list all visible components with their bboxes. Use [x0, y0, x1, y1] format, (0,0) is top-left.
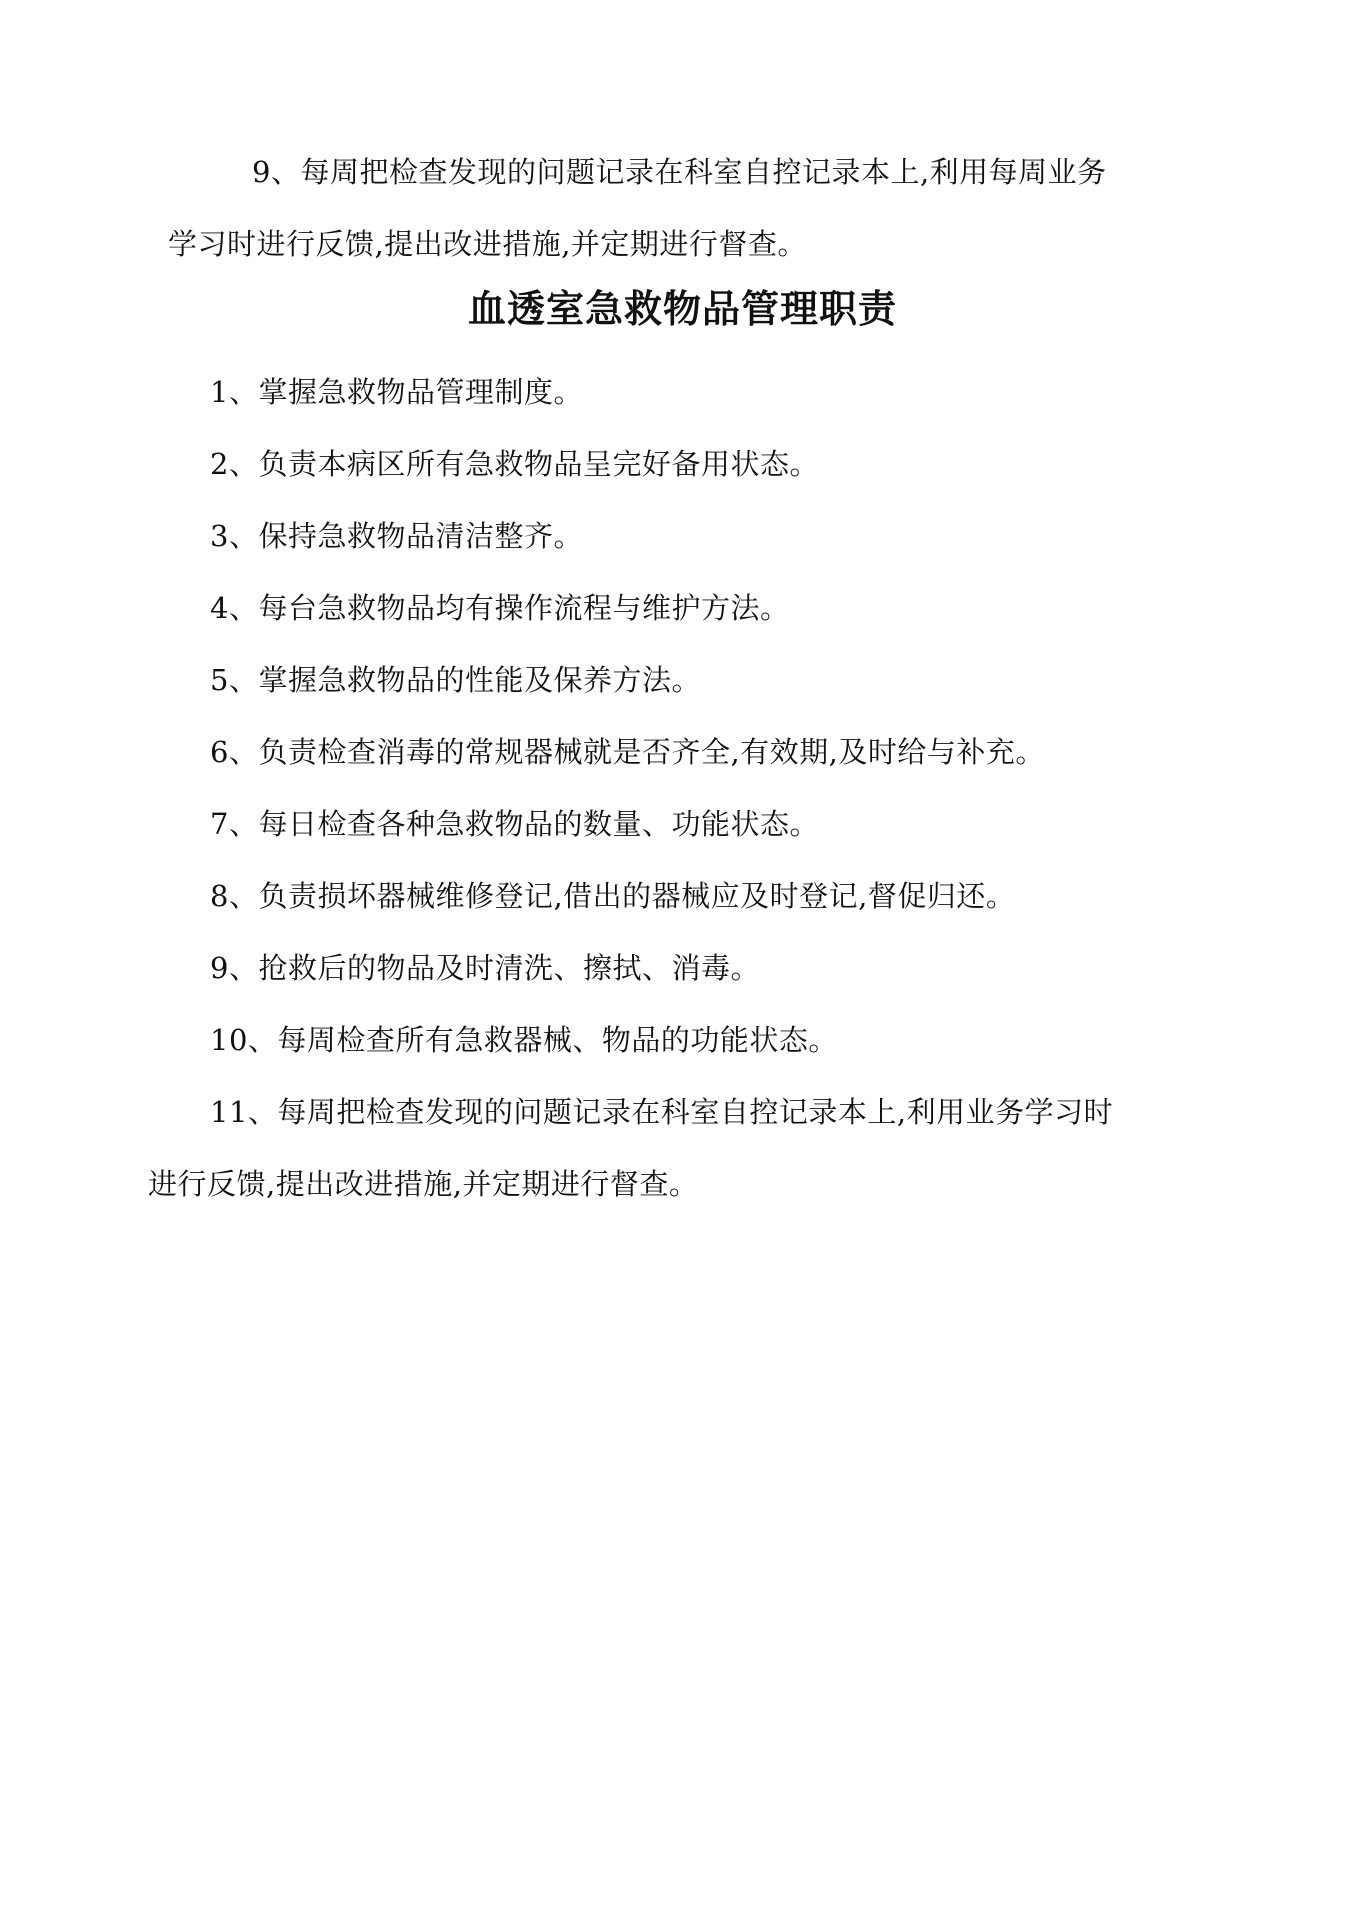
list-item-4: 4、每台急救物品均有操作流程与维护方法。: [210, 591, 790, 625]
list-item-10: 10、每周检查所有急救器械、物品的功能状态。: [210, 1023, 838, 1057]
list-item-6: 6、负责检查消毒的常规器械就是否齐全,有效期,及时给与补充。: [210, 735, 1045, 769]
list-item-3: 3、保持急救物品清洁整齐。: [210, 519, 583, 553]
list-item-9: 9、抢救后的物品及时清洗、擦拭、消毒。: [210, 951, 760, 985]
list-item-8: 8、负责损坏器械维修登记,借出的器械应及时登记,督促归还。: [210, 879, 1016, 913]
list-item-2: 2、负责本病区所有急救物品呈完好备用状态。: [210, 447, 819, 481]
section-title: 血透室急救物品管理职责: [467, 287, 897, 331]
list-item-11-line-2: 进行反馈,提出改进措施,并定期进行督查。: [148, 1167, 699, 1201]
list-item-7: 7、每日检查各种急救物品的数量、功能状态。: [210, 807, 819, 841]
prev-item-9-line-1: 9、每周把检查发现的问题记录在科室自控记录本上,利用每周业务: [252, 155, 1107, 189]
list-item-11-line-1: 11、每周把检查发现的问题记录在科室自控记录本上,利用业务学习时: [210, 1095, 1114, 1129]
prev-item-9-line-2: 学习时进行反馈,提出改进措施,并定期进行督查。: [168, 227, 807, 261]
list-item-5: 5、掌握急救物品的性能及保养方法。: [210, 663, 701, 697]
list-item-1: 1、掌握急救物品管理制度。: [210, 375, 583, 409]
